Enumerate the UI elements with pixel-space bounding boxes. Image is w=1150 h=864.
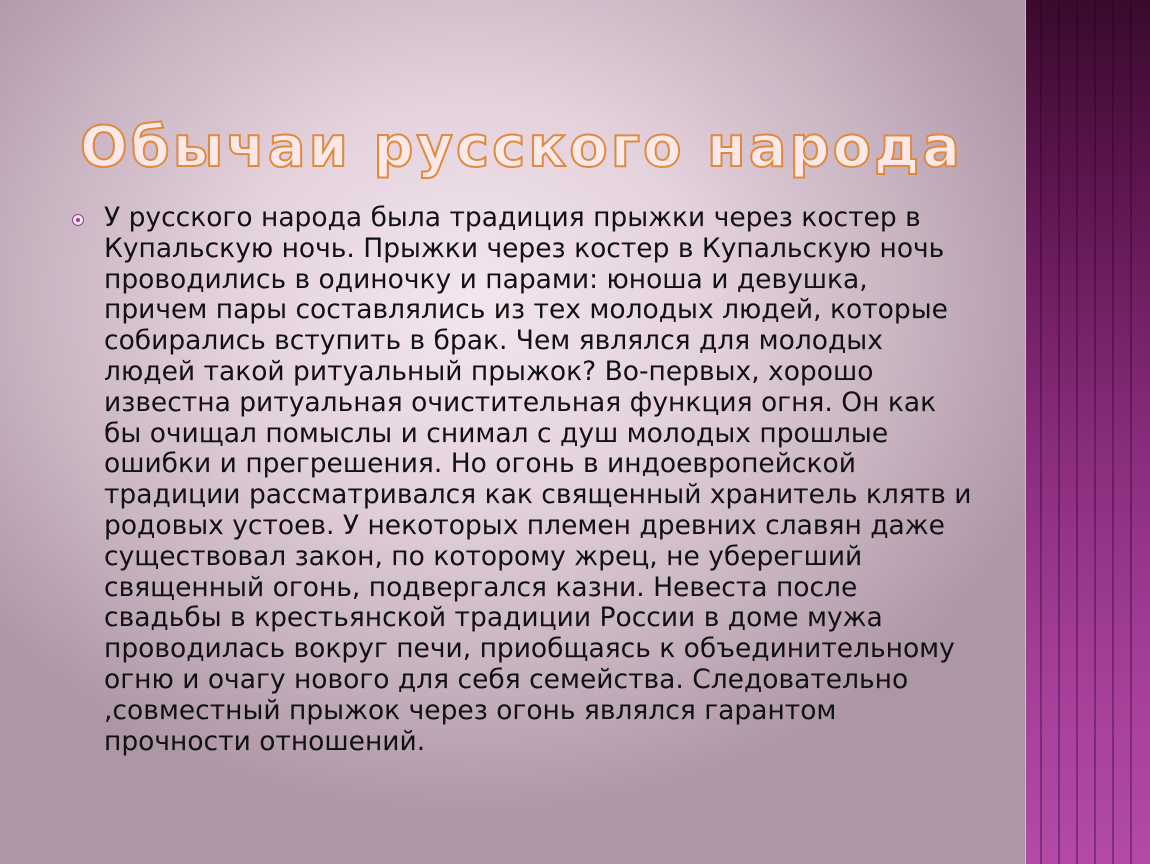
slide-title: Обычаи русского народа [80,115,964,180]
side-band-stripe [1094,0,1096,864]
side-band-stripe [1058,0,1060,864]
side-band-stripe [1076,0,1078,864]
circle-bullet-icon [72,214,84,226]
side-band-stripe [1112,0,1114,864]
side-band-stripe [1130,0,1132,864]
bullet-paragraph: У русского народа была традиция прыжки через костер в Купальскую ночь. Прыжки через костер в Купальскую ночь проводились в одиночку и парами: юноша и девушка, причем пары составлялись из тех молодых людей, которые собирались вступить в брак. Чем являлся для молодых людей такой ритуальный прыжок? Во-первых, хорошо известна ритуальная очистительная функция огня. Он как бы очищал помыслы и снимал с душ молодых прошлые ошибки и прегрешения. Но огонь в индоевропейской традиции рассматривался как священный хранитель клятв и родовых устоев. У некоторых племен древних славян даже существовал закон, по которому жрец, не уберегший священный огонь, подвергался казни. Невеста после свадьбы в крестьянской традиции России в доме мужа проводилась вокруг печи, приобщаясь к объединительному огню и очагу нового для себя семейства. Следовательно ,совместный прыжок через огонь являлся гарантом прочности отношений. [104,202,972,757]
side-band-stripe [1040,0,1042,864]
decorative-side-band [1025,0,1150,864]
